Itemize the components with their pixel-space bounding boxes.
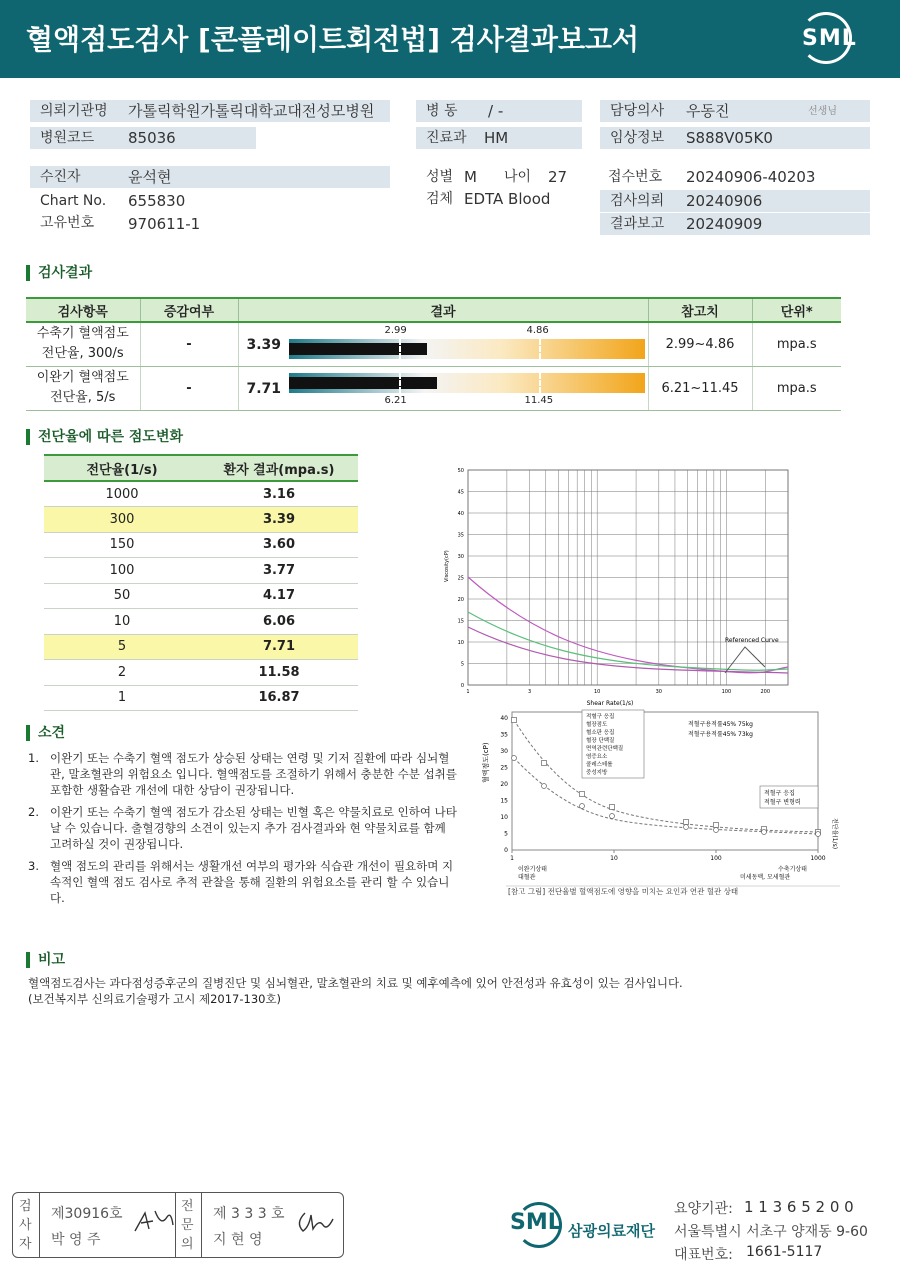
x-right-label-1: 수축기상태 — [778, 866, 807, 873]
dept-label: 진료과 — [426, 130, 467, 146]
unit: mpa.s — [752, 322, 841, 366]
sex-value: M — [464, 168, 477, 186]
tester-label: 검사자 — [19, 1199, 32, 1252]
ref-range: 2.99~4.86 — [648, 322, 752, 366]
id-value: 970611-1 — [128, 215, 201, 233]
item-text: 이완기 또는 수축기 혈액 점도가 감소된 상태는 빈혈 혹은 약물치료로 인하여 나타날 수 있습니다. 출혈경향의 소견이 있는지 추가 검사결과와 현 약물치료를 함께 고려하실 것이 권장됩니다. — [50, 805, 457, 851]
rate: 1 — [44, 685, 200, 711]
result-cell — [238, 322, 648, 366]
unit: mpa.s — [752, 366, 841, 410]
legend-item: 중성지방 — [586, 770, 608, 776]
series-marker — [762, 830, 767, 835]
col-unit: 단위* — [752, 298, 841, 322]
chart-grid — [458, 468, 788, 695]
y-tick-label: 30 — [457, 554, 464, 560]
viscosity: 3.60 — [200, 532, 358, 558]
y-tick-label: 40 — [457, 511, 464, 517]
rate: 5 — [44, 634, 200, 660]
rate: 100 — [44, 558, 200, 584]
viscosity-curve-chart — [440, 462, 800, 712]
col-ref: 참고치 — [648, 298, 752, 322]
item-text: 혈액 점도의 관리를 위해서는 생활개선 여부의 평가와 식습관 개선이 필요하며 지속적인 혈액 점도 검사로 추적 관찰을 통해 질환의 위험요소를 관리 할 수 있습니다. — [50, 859, 454, 905]
ref-high-line — [539, 373, 541, 393]
ref-range: 6.21~11.45 — [648, 366, 752, 410]
table-row — [44, 507, 358, 533]
series-marker — [816, 832, 821, 837]
plot-frame — [512, 712, 818, 850]
legend-item: 염증요소 — [586, 754, 608, 760]
shear-section-title: 전단율에 따른 점도변화 — [26, 429, 183, 445]
viscosity: 16.87 — [200, 685, 358, 711]
opinion-section-title: 소견 — [26, 725, 65, 741]
legend-item: 면역관련단백질 — [586, 746, 624, 752]
series-marker — [714, 823, 719, 828]
result-gauge-fill — [289, 343, 427, 355]
y-tick-label: 35 — [500, 731, 508, 739]
report-value: 20240909 — [686, 215, 763, 233]
flag: - — [140, 322, 238, 366]
x-tick-label: 10 — [593, 689, 601, 695]
patient-curve-line — [468, 577, 788, 673]
y-tick-label: 20 — [500, 781, 508, 788]
viscosity: 3.39 — [200, 507, 358, 533]
col-result: 결과 — [238, 298, 648, 322]
patient-label: 수진자 — [40, 169, 81, 185]
report-title: 혈액점도검사 [콘플레이트회전법] 검사결과보고서 — [26, 23, 640, 56]
institution-value: 가톨릭학원가톨릭대학교대전성모병원 — [128, 102, 375, 120]
ref-low-line — [399, 373, 401, 393]
x-left-label-1: 이완기상태 — [518, 866, 547, 873]
chart-label: Chart No. — [40, 193, 107, 209]
legend-item: 혈소판 응집 — [586, 730, 615, 736]
result-cell — [238, 366, 648, 410]
x-tick-label: 100 — [721, 689, 732, 695]
y-tick-label: 25 — [500, 764, 508, 772]
viscosity: 3.16 — [200, 481, 358, 507]
expert-name: 지 현 영 — [213, 1232, 263, 1248]
legend-item: 콜레스테롤 — [586, 762, 613, 768]
series-marker — [580, 804, 585, 809]
x-tick-label: 200 — [760, 689, 771, 695]
series-marker — [512, 718, 517, 723]
table-row — [44, 634, 358, 660]
sml-logo: SML — [802, 26, 857, 51]
org-phone: 1661-5117 — [746, 1244, 823, 1260]
chart-value: 655830 — [128, 192, 186, 210]
y-tick-label: 40 — [500, 715, 508, 722]
y-axis-label: Viscosity(cP) — [444, 550, 450, 582]
series-marker — [610, 805, 615, 810]
y-tick-label: 35 — [457, 532, 464, 539]
item-number: 2. — [28, 805, 39, 819]
doctor-suffix: 선생님 — [808, 106, 837, 117]
expert-license: 제 3 3 3 호 — [213, 1206, 285, 1222]
age-value: 27 — [548, 168, 568, 186]
y-tick-label: 5 — [460, 661, 464, 668]
ref-high-line — [539, 339, 541, 359]
item-number: 1. — [28, 751, 39, 765]
y-tick-label: 15 — [500, 797, 508, 805]
opinion-list — [28, 750, 458, 912]
rate: 1000 — [44, 481, 200, 507]
viscosity: 7.71 — [200, 634, 358, 660]
col-item: 검사항목 — [26, 298, 140, 322]
ref-low-mark: 2.99 — [384, 325, 407, 336]
table-row — [26, 366, 841, 410]
x-tick-label: 1 — [466, 689, 470, 695]
specimen-value: EDTA Blood — [464, 190, 551, 208]
y-tick-label: 30 — [500, 748, 508, 755]
table-row — [44, 532, 358, 558]
col-flag: 증감여부 — [140, 298, 238, 322]
patient-value: 윤석현 — [128, 168, 172, 186]
series-marker — [512, 756, 517, 761]
col-rate: 전단율(1/s) — [44, 455, 200, 481]
x-tick-label: 100 — [710, 855, 722, 862]
report-label: 결과보고 — [610, 216, 665, 232]
y-tick-label: 5 — [504, 830, 508, 838]
reference-annotation: Referenced Curve — [725, 637, 779, 644]
phone-label: 대표번호: — [674, 1247, 733, 1263]
y-tick-label: 0 — [504, 847, 508, 854]
table-row — [26, 322, 841, 366]
series-legend-2: 적혈구용적률45% 73kg — [688, 731, 753, 738]
series-marker — [610, 814, 615, 819]
tester-license: 제30916호 — [51, 1206, 123, 1222]
x-tick-label: 1 — [510, 855, 514, 862]
id-label: 고유번호 — [40, 215, 95, 231]
table-row — [44, 558, 358, 584]
y-axis-label: 혈액점도(cP) — [482, 742, 490, 783]
series-marker — [714, 828, 719, 833]
table-row — [44, 660, 358, 686]
table-row — [44, 583, 358, 609]
patient-row — [30, 166, 390, 188]
rate: 150 — [44, 532, 200, 558]
x-axis-label: Shear Rate(1/s) — [586, 700, 634, 707]
remark-section-title: 비고 — [26, 952, 65, 968]
series-marker — [684, 825, 689, 830]
series-line — [514, 720, 818, 832]
ref-high-mark: 11.45 — [524, 394, 554, 406]
series-marker — [542, 784, 547, 789]
legend-item: 혈장점도 — [586, 722, 608, 728]
clinical-label: 임상정보 — [610, 130, 665, 146]
results-table — [26, 297, 841, 411]
table-row — [44, 609, 358, 635]
doctor-value: 우동진 — [686, 102, 730, 120]
receipt-label: 접수번호 — [608, 169, 663, 185]
list-item — [28, 804, 458, 852]
report-header — [0, 0, 900, 78]
viscosity: 6.06 — [200, 609, 358, 635]
rate: 10 — [44, 609, 200, 635]
flag: - — [140, 366, 238, 410]
ward-value: / - — [488, 102, 504, 120]
ref-low-line — [399, 339, 401, 359]
hospital-code-value: 85036 — [128, 129, 176, 147]
item-sub: 전단율, 5/s — [50, 390, 116, 405]
y-ticks — [500, 715, 508, 854]
signature-box — [12, 1192, 344, 1258]
request-value: 20240906 — [686, 192, 763, 210]
x-tick-label: 3 — [528, 689, 532, 695]
x-ticks — [510, 850, 826, 862]
results-section-title: 검사결과 — [26, 265, 92, 281]
note-line-1: 적혈구 응집 — [764, 790, 795, 797]
series-legend-1: 적혈구용적률45% 75kg — [688, 721, 753, 728]
legend-item: 혈장 단백질 — [586, 738, 615, 744]
list-item — [28, 750, 458, 798]
remark-line-1: 혈액점도검사는 과다점성증후군의 질병진단 및 심뇌혈관, 말초혈관의 치료 및 예후예측에 있어 안전성과 유효성이 있는 검사입니다. — [28, 976, 683, 990]
x-right-label-2: 미세동맥, 모세혈관 — [740, 874, 791, 881]
list-item — [28, 858, 458, 906]
shear-table — [44, 454, 358, 711]
hospital-code-label: 병원코드 — [40, 130, 95, 146]
request-label: 검사의뢰 — [610, 193, 665, 209]
y-tick-label: 10 — [500, 814, 508, 821]
item-sub: 전단율, 300/s — [41, 346, 124, 362]
rate: 50 — [44, 583, 200, 609]
y-tick-label: 20 — [457, 597, 464, 603]
right-axis-label: 전단율(1/s) — [831, 818, 838, 850]
y-tick-label: 15 — [457, 618, 464, 625]
series-marker — [684, 820, 689, 825]
reference-figure-chart — [478, 708, 848, 902]
baseline-curve-line — [468, 627, 788, 673]
series-marker — [542, 761, 547, 766]
viscosity: 4.17 — [200, 583, 358, 609]
series-marker — [580, 792, 585, 797]
note-line-2: 적혈구 변형력 — [764, 799, 801, 806]
viscosity: 3.77 — [200, 558, 358, 584]
org-logo: SML — [510, 1210, 562, 1235]
y-tick-label: 50 — [457, 468, 464, 474]
col-viscosity: 환자 결과(mpa.s) — [200, 455, 358, 481]
result-value: 3.39 — [246, 337, 282, 353]
receipt-value: 20240906-40203 — [686, 168, 816, 186]
legend-item: 적혈구 응집 — [586, 714, 615, 720]
x-left-label-2: 대혈관 — [518, 874, 536, 881]
org-name: 삼광의료재단 — [568, 1222, 655, 1240]
remark-line-2: (보건복지부 신의료기술평가 고시 제2017-130호) — [28, 992, 282, 1006]
viscosity: 11.58 — [200, 660, 358, 686]
result-gauge-fill — [289, 377, 437, 389]
item-name: 이완기 혈액점도 — [36, 370, 129, 385]
age-label: 나이 — [504, 169, 532, 185]
item-number: 3. — [28, 859, 39, 873]
specimen-label: 검체 — [426, 191, 454, 207]
code-label: 요양기관: — [674, 1201, 733, 1217]
tester-name: 박 영 주 — [51, 1232, 101, 1248]
org-code: 1 1 3 6 5 2 0 0 — [744, 1198, 854, 1216]
doctor-label: 담당의사 — [610, 103, 665, 119]
table-row — [44, 481, 358, 507]
tester-signature — [131, 1207, 175, 1237]
sex-label: 성별 — [426, 169, 454, 185]
y-tick-label: 45 — [457, 489, 464, 496]
figure-caption: [참고 그림] 전단율별 혈액점도에 영향을 미치는 요인과 연관 혈관 상태 — [508, 887, 739, 896]
institution-label: 의뢰기관명 — [40, 103, 108, 119]
item-text: 이완기 또는 수축기 혈액 점도가 상승된 상태는 연령 및 기저 질환에 따라 심뇌혈관, 말초혈관의 위험요소 입니다. 혈액점도를 조절하기 위해서 충분한 수분 섭취를 포함한 생활습관 개선에 대한 상담이 권장됩니다. — [50, 751, 457, 797]
expert-label: 전문의 — [181, 1199, 194, 1252]
table-row — [44, 685, 358, 711]
x-tick-label: 1000 — [810, 855, 826, 862]
y-tick-label: 0 — [460, 683, 464, 689]
x-tick-label: 30 — [655, 689, 663, 695]
y-tick-label: 10 — [457, 640, 464, 646]
clinical-value: S888V05K0 — [686, 129, 773, 147]
dept-value: HM — [484, 129, 509, 147]
item-name: 수축기 혈액점도 — [36, 326, 129, 342]
expert-signature — [293, 1207, 337, 1237]
ref-high-mark: 4.86 — [526, 325, 549, 336]
ward-label: 병 동 — [426, 103, 458, 119]
result-value: 7.71 — [246, 380, 282, 397]
y-tick-label: 25 — [457, 575, 464, 582]
rate: 300 — [44, 507, 200, 533]
org-address: 서울특별시 서초구 양재동 9-60 — [674, 1224, 868, 1240]
ref-low-mark: 6.21 — [384, 394, 407, 406]
x-tick-label: 10 — [610, 855, 618, 862]
rate: 2 — [44, 660, 200, 686]
series-markers — [512, 718, 821, 837]
